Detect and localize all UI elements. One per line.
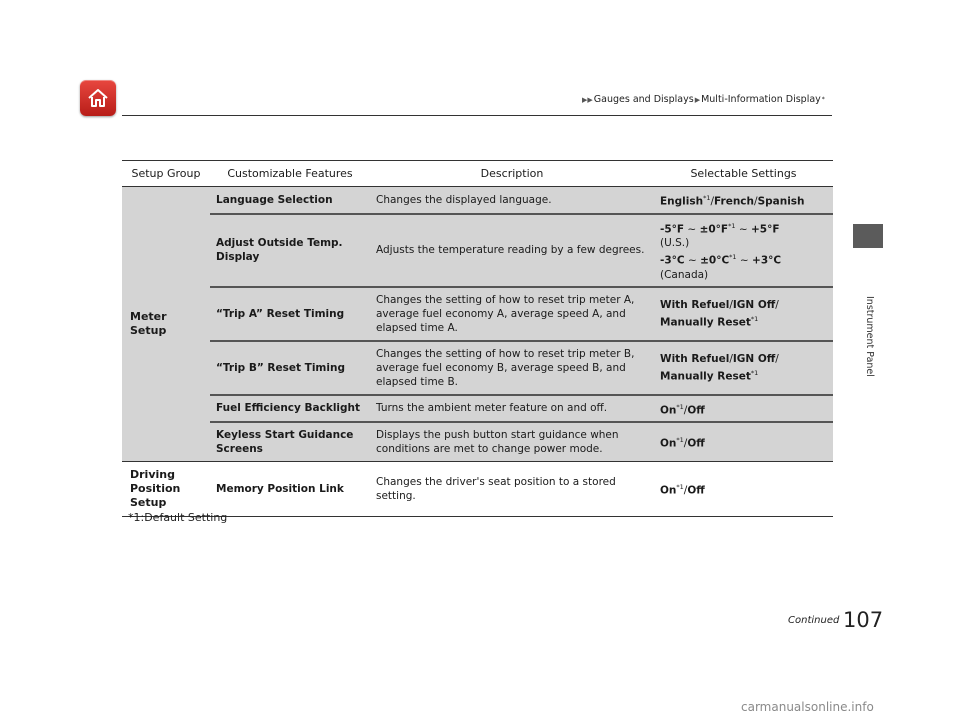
table-header-row — [122, 161, 833, 187]
setting-value: +5°F — [750, 223, 780, 235]
setting-value: ±0°F — [699, 223, 729, 235]
breadcrumb-arrow-icon: ▶▶ — [582, 95, 593, 104]
breadcrumb-link-gauges[interactable]: Gauges and Displays — [593, 94, 694, 105]
feature-cell: Language Selection — [210, 187, 370, 214]
separator: / — [683, 404, 688, 416]
setting-line — [660, 219, 827, 237]
table-row — [122, 341, 833, 395]
group-meter-setup: Meter Setup — [122, 187, 210, 462]
setting-value: -3°C — [660, 254, 685, 267]
setting-value: IGN Off — [732, 352, 776, 365]
header-rule — [122, 115, 832, 116]
separator: ~ — [736, 254, 753, 267]
footnote: *1:Default Setting — [128, 511, 228, 524]
description-cell: Changes the setting of how to reset trip meter B, average fuel economy B, average speed B, and elapsed time B. — [370, 341, 654, 395]
setting-value: Manually Reset — [660, 316, 751, 329]
description-cell: Displays the push button start guidance when conditions are met to change power mode. — [370, 422, 654, 461]
settings-cell — [654, 287, 833, 341]
setting-value: English — [660, 195, 704, 208]
setting-value: ±0°C — [700, 254, 730, 267]
setting-value: On — [660, 404, 677, 416]
setting-value: Off — [687, 437, 705, 450]
feature-cell: Keyless Start Guidance Screens — [210, 422, 370, 461]
setting-value: Off — [687, 484, 705, 497]
settings-cell — [654, 214, 833, 287]
section-tab[interactable] — [853, 224, 883, 248]
table-row — [122, 461, 833, 516]
setting-value: Spanish — [757, 195, 805, 208]
feature-cell: Fuel Efficiency Backlight — [210, 395, 370, 423]
footnote-ref: *1 — [729, 253, 737, 261]
separator: / — [710, 195, 715, 208]
setting-value: With Refuel — [660, 352, 730, 365]
feature-cell: “Trip B” Reset Timing — [210, 341, 370, 395]
header-features: Customizable Features — [210, 161, 370, 187]
page-number: 107 — [843, 608, 884, 632]
separator: ~ — [735, 223, 751, 235]
settings-cell — [654, 461, 833, 516]
home-button[interactable] — [80, 80, 116, 116]
separator: / — [775, 352, 779, 365]
footnote-ref: *1 — [750, 368, 759, 377]
continued-label: Continued — [788, 615, 840, 626]
footnote-ref: *1 — [728, 221, 736, 230]
setting-value: French — [714, 195, 755, 208]
setting-value: Manually Reset — [660, 370, 751, 383]
separator: / — [754, 195, 758, 208]
setting-value: +3°C — [752, 254, 782, 267]
setting-value: IGN Off — [732, 298, 776, 311]
setting-value: With Refuel — [660, 298, 730, 311]
footnote-ref: *1 — [676, 482, 684, 491]
breadcrumb-arrow-icon: ▶ — [694, 95, 701, 104]
group-driving-position: Driving Position Setup — [122, 461, 210, 516]
feature-cell: Memory Position Link — [210, 461, 370, 516]
setting-value: Off — [687, 404, 705, 416]
table-row — [122, 287, 833, 341]
watermark: carmanualsonline.info — [741, 700, 874, 714]
separator: ~ — [684, 223, 700, 235]
settings-cell — [654, 395, 833, 423]
breadcrumb-link-mid[interactable]: Multi-Information Display — [701, 94, 821, 105]
setting-value: On — [660, 484, 677, 497]
description-cell: Adjusts the temperature reading by a few degrees. — [370, 214, 654, 287]
setting-note: (U.S.) — [660, 237, 690, 249]
breadcrumb-star: * — [821, 96, 825, 103]
description-cell: Changes the displayed language. — [370, 187, 654, 214]
separator: / — [729, 298, 733, 311]
setting-value: -5°F — [660, 223, 685, 235]
section-tab-label: Instrument Panel — [864, 296, 875, 377]
setting-value: On — [660, 437, 677, 450]
setting-note: (Canada) — [660, 268, 709, 281]
table-row — [122, 214, 833, 287]
table-row — [122, 187, 833, 214]
separator: / — [683, 437, 688, 450]
description-cell: Turns the ambient meter feature on and off. — [370, 395, 654, 423]
table-row — [122, 422, 833, 461]
breadcrumb — [581, 94, 825, 105]
settings-cell — [654, 187, 833, 214]
settings-cell — [654, 422, 833, 461]
home-icon — [86, 87, 110, 109]
header-settings: Selectable Settings — [654, 161, 833, 187]
separator: ~ — [684, 254, 701, 267]
footnote-ref: *1 — [676, 402, 684, 411]
table-row — [122, 395, 833, 423]
footnote-ref: *1 — [750, 314, 759, 323]
separator: / — [683, 484, 688, 497]
header-description: Description — [370, 161, 654, 187]
settings-table — [122, 160, 833, 517]
separator: / — [775, 298, 779, 311]
setting-line — [660, 250, 827, 268]
settings-cell — [654, 341, 833, 395]
feature-cell: Adjust Outside Temp. Display — [210, 214, 370, 287]
header-setup-group: Setup Group — [122, 161, 210, 187]
footnote-ref: *1 — [676, 436, 684, 444]
description-cell: Changes the setting of how to reset trip meter A, average fuel economy A, average speed A, and elapsed time A. — [370, 287, 654, 341]
feature-cell: “Trip A” Reset Timing — [210, 287, 370, 341]
separator: / — [729, 352, 733, 365]
footnote-ref: *1 — [703, 194, 711, 202]
description-cell: Changes the driver's seat position to a stored setting. — [370, 461, 654, 516]
